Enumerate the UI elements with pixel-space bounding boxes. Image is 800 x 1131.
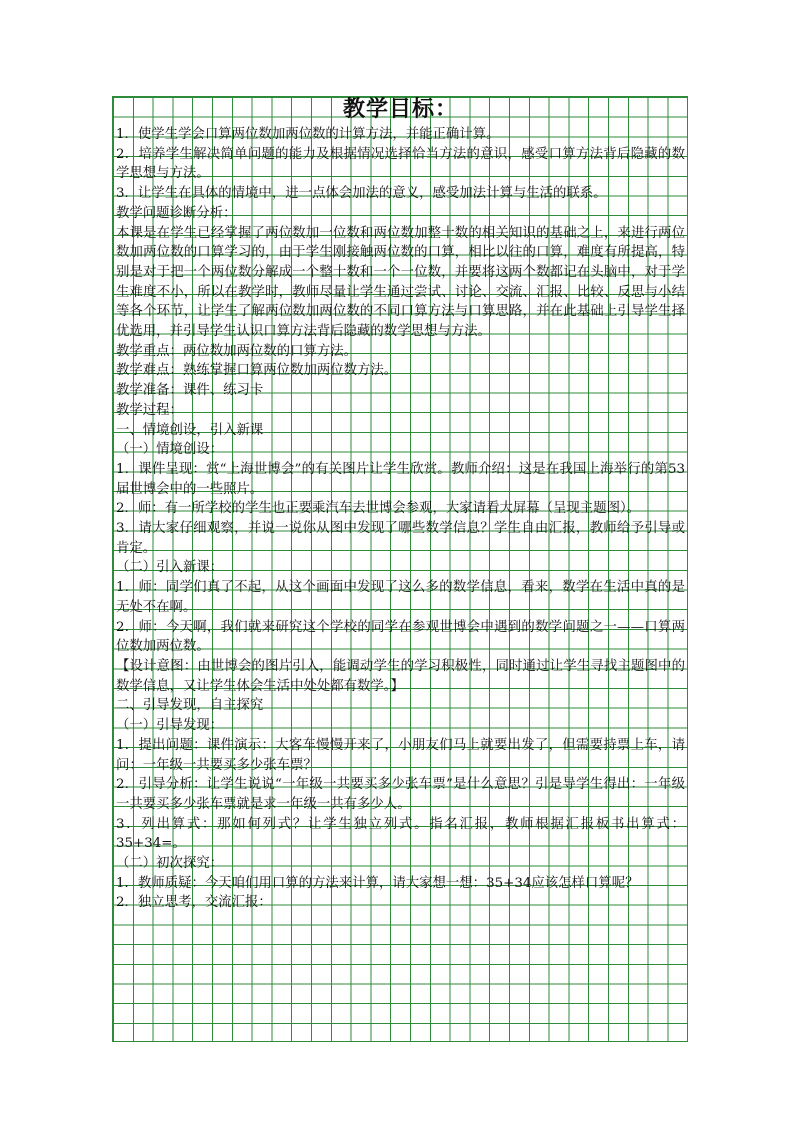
paragraph: 2．师：有一所学校的学生也正要乘汽车去世博会参观，大家请看大屏幕（呈现主题图）。	[116, 501, 641, 517]
objective-1: 1．使学生学会口算两位数加两位数的计算方法，并能正确计算。	[116, 127, 500, 142]
document-title: 教学目标：	[342, 97, 458, 122]
preparation: 教学准备：课件、练习卡	[116, 383, 264, 399]
section-2-heading: 二、引导发现，自主探究	[116, 698, 264, 714]
diagnosis-body: 本课是在学生已经掌握了两位数加一位数和两位数加整十数的相关知识的基础之上，来进行两位数加两位数的口算学习的，由于学生刚接触两位数的口算，相比以往的口算，难度有所提高，特别是对于把一个两位数分解成一个整十数和一个一位数，并要将这两个数都记在头脑中，对于学生难度不小，所以在教学时，教师尽量让学生通过尝试、讨论、交流、汇报、比较、反思与小结等各个环节，让学生了解两位数加两位数的不同口算方法与口算思路，并在此基础上引导学生择优选用，并引导学生认识口算方法背后隐藏的数学思想与方法。	[116, 225, 685, 340]
key-point: 教学重点：两位数加两位数的口算方法。	[116, 343, 358, 359]
subsection-1-2-heading: （二）引入新课：	[116, 560, 224, 576]
document-body	[116, 99, 685, 913]
paragraph: 1．提出问题：课件演示：大客车慢慢开来了，小朋友们马上就要出发了，但需要持票上车，请问：一年级一共要买多少张车票？	[116, 737, 685, 773]
paragraph: 1．课件呈现：赏“上海世博会”的有关图片让学生欣赏。教师介绍：这是在我国上海举行的第53届世博会中的一些照片。	[116, 461, 685, 497]
ruled-grid-sheet	[112, 96, 688, 1042]
paragraph: 1．教师质疑：今天咱们用口算的方法来计算，请大家想一想：35+34应该怎样口算呢？	[116, 875, 639, 891]
objective-2: 2．培养学生解决简单问题的能力及根据情况选择恰当方法的意识，感受口算方法背后隐藏的数学思想与方法。	[116, 146, 685, 182]
paragraph: 1．师：同学们真了不起，从这个画面中发现了这么多的数学信息，看来，数学在生活中真的是无处不在啊。	[116, 580, 685, 615]
paragraph: 2．独立思考，交流汇报：	[116, 895, 272, 911]
objective-3: 3．让学生在具体的情境中，进一点体会加法的意义，感受加法计算与生活的联系。	[116, 186, 607, 202]
diagnosis-heading: 教学问题诊断分析：	[116, 205, 237, 221]
paragraph: 3．列出算式：那如何列式？让学生独立列式。指名汇报，教师根据汇报板书出算式：35+34=。	[116, 816, 685, 852]
subsection-1-1-heading: （一）情境创设：	[116, 442, 224, 458]
process-heading: 教学过程：	[116, 402, 183, 418]
paragraph: 2．引导分析：让学生说说“一年级一共要买多少张车票”是什么意思？引是导学生得出：一年级一共要买多少张车票就是求一年级一共有多少人。	[116, 777, 685, 812]
paragraph: 3．请大家仔细观察，并说一说你从图中发现了哪些数学信息？学生自由汇报，教师给予引导或肯定。	[116, 521, 685, 556]
difficult-point: 教学难点：熟练掌握口算两位数加两位数方法。	[116, 363, 398, 379]
section-1-heading: 一、情境创设，引入新课	[116, 422, 264, 438]
subsection-2-1-heading: （一）引导发现：	[116, 718, 224, 734]
design-intent-note: 【设计意图：由世博会的图片引入，能调动学生的学习积极性，同时通过让学生寻找主题图中的数学信息，又让学生体会生活中处处都有数学。】	[116, 658, 685, 694]
subsection-2-2-heading: （二）初次探究：	[116, 856, 224, 872]
paragraph: 2．师：今天啊，我们就来研究这个学校的同学在参观世博会中遇到的数学问题之一——口算两位数加两位数。	[116, 619, 685, 655]
